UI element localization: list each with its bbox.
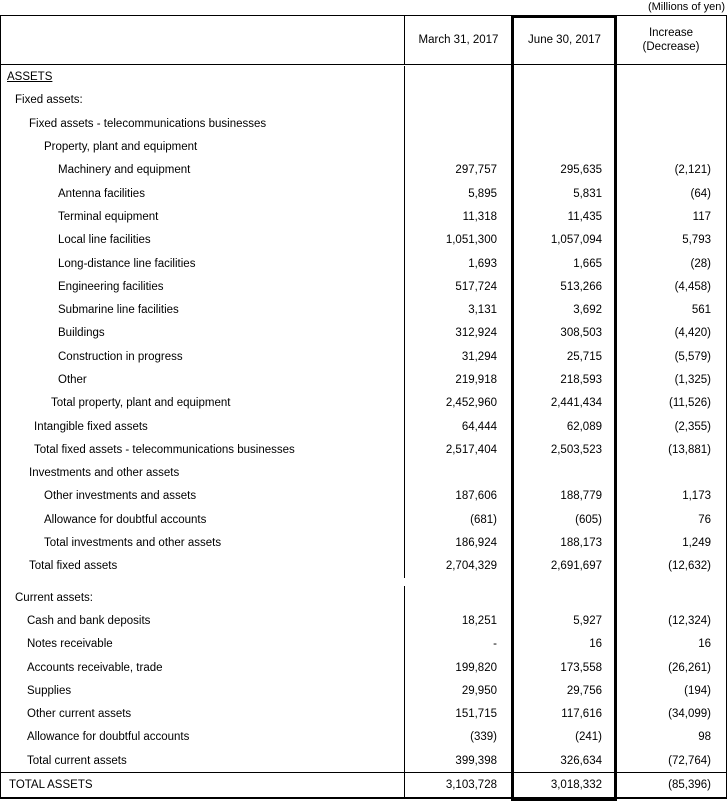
total-assets-label: TOTAL ASSETS [9,779,93,791]
row-label [1,679,405,702]
row-label [1,322,405,345]
row-label [1,112,405,135]
value-june: 25,715 [512,345,617,368]
value-march [405,586,512,609]
value-march: 1,693 [405,252,512,275]
row-label-text: Other [58,374,87,386]
row-label-text: Notes receivable [27,638,113,650]
value-increase: (72,764) [617,749,725,772]
row-label-text: Engineering facilities [58,281,163,293]
value-march: 199,820 [405,656,512,679]
value-march: (339) [405,726,512,749]
value-june: 62,089 [512,415,617,438]
row-label [1,298,405,321]
value-increase: (85,396) [617,773,725,797]
row-label [1,749,405,772]
value-increase: 1,249 [617,531,725,554]
row-label-text: Total current assets [27,755,127,767]
row-label [1,485,405,508]
table-row [1,609,726,632]
value-march: 1,051,300 [405,229,512,252]
value-june: (241) [512,726,617,749]
value-increase: (34,099) [617,703,725,726]
row-label [1,66,405,89]
row-label [1,182,405,205]
table-body [1,65,726,773]
row-label-text: Submarine line facilities [58,304,179,316]
value-june: 188,779 [512,485,617,508]
row-label [1,275,405,298]
row-label [1,609,405,632]
value-increase [617,66,725,89]
value-june [512,462,617,485]
row-label-text: Buildings [58,327,105,339]
value-june: 5,927 [512,609,617,632]
row-label [1,633,405,656]
row-label-text: Allowance for doubtful accounts [27,731,189,743]
value-june: 326,634 [512,749,617,772]
value-increase [617,586,725,609]
table-row [1,182,726,205]
value-increase [617,89,725,112]
table-row [1,368,726,391]
header-col-items [1,16,405,64]
value-increase: (11,526) [617,392,725,415]
value-march: 312,924 [405,322,512,345]
value-march: 2,517,404 [405,438,512,461]
row-label [1,229,405,252]
row-label [1,555,405,578]
value-june: 1,665 [512,252,617,275]
value-march: - [405,633,512,656]
row-label [1,135,405,158]
value-march: 29,950 [405,679,512,702]
table-row [1,485,726,508]
table-row [1,66,726,89]
value-increase: (13,881) [617,438,725,461]
table-row [1,205,726,228]
row-label-text: Total property, plant and equipment [51,397,230,409]
row-label-text: Total fixed assets - telecommunications businesses [34,444,295,456]
row-label [1,462,405,485]
value-march: 151,715 [405,703,512,726]
row-label [1,703,405,726]
row-label-text: Terminal equipment [58,211,158,223]
row-label [1,415,405,438]
table-row [1,679,726,702]
value-june [512,112,617,135]
value-march: 186,924 [405,531,512,554]
value-march [405,66,512,89]
value-march: 11,318 [405,205,512,228]
value-march: 31,294 [405,345,512,368]
table-row [1,438,726,461]
row-label [1,531,405,554]
header-col-march-31-2017: March 31, 2017 [405,16,512,64]
value-increase: (12,632) [617,555,725,578]
value-march: 517,724 [405,275,512,298]
value-june: 1,057,094 [512,229,617,252]
value-march [405,89,512,112]
value-march: 5,895 [405,182,512,205]
table-row [1,726,726,749]
value-march: 3,131 [405,298,512,321]
header-increase-line1: Increase [643,26,700,40]
value-june: 117,616 [512,703,617,726]
value-march [405,135,512,158]
value-increase [617,135,725,158]
value-increase: (194) [617,679,725,702]
value-june: 173,558 [512,656,617,679]
value-increase: (2,355) [617,415,725,438]
value-june [512,135,617,158]
row-label [1,89,405,112]
value-increase: (26,261) [617,656,725,679]
row-label-text: Other current assets [27,708,131,720]
balance-sheet-table [0,15,727,799]
value-june: 218,593 [512,368,617,391]
millions-caption: (Millions of yen) [0,0,727,15]
value-increase: (4,420) [617,322,725,345]
table-header-row [1,16,726,65]
value-increase: (1,325) [617,368,725,391]
row-label [1,773,405,797]
table-row [1,89,726,112]
row-label-text: Current assets: [15,592,93,604]
header-col-june-30-2017: June 30, 2017 [512,16,617,64]
table-row [1,508,726,531]
row-label-text: Long-distance line facilities [58,258,195,270]
row-label-text: Construction in progress [58,351,183,363]
value-june [512,66,617,89]
row-label [1,438,405,461]
value-increase [617,462,725,485]
row-label-text: Antenna facilities [58,188,145,200]
row-label-text: Investments and other assets [29,467,179,479]
table-row [1,749,726,772]
value-increase: 117 [617,205,725,228]
table-row [1,159,726,182]
value-march: 399,398 [405,749,512,772]
table-row [1,275,726,298]
table-row [1,298,726,321]
value-increase: 5,793 [617,229,725,252]
row-label [1,368,405,391]
row-label [1,508,405,531]
value-march: 297,757 [405,159,512,182]
value-march [405,112,512,135]
value-june: 29,756 [512,679,617,702]
row-label [1,586,405,609]
row-label-text: Fixed assets: [15,94,83,106]
row-label-text: Local line facilities [58,234,151,246]
row-label [1,205,405,228]
row-label [1,656,405,679]
value-increase: (64) [617,182,725,205]
row-label-text: Fixed assets - telecommunications businesses [29,118,266,130]
table-row [1,531,726,554]
row-label-text: Intangible fixed assets [34,421,148,433]
value-increase: (12,324) [617,609,725,632]
value-increase: 76 [617,508,725,531]
value-increase: (5,579) [617,345,725,368]
table-row [1,252,726,275]
table-row [1,586,726,609]
table-row [1,229,726,252]
value-june: 188,173 [512,531,617,554]
table-row [1,703,726,726]
row-label [1,392,405,415]
table-row [1,462,726,485]
value-march: 3,103,728 [405,773,512,797]
table-row [1,656,726,679]
header-increase-line2: (Decrease) [643,40,700,54]
value-june: 295,635 [512,159,617,182]
value-june: 2,503,523 [512,438,617,461]
row-label-text: Machinery and equipment [58,164,190,176]
value-june: 2,691,697 [512,555,617,578]
value-june: 513,266 [512,275,617,298]
value-march [405,462,512,485]
header-col-increase-decrease [617,16,725,64]
row-label-text: Allowance for doubtful accounts [44,514,206,526]
value-june [512,586,617,609]
row-label-text: Accounts receivable, trade [27,662,163,674]
value-june: 3,692 [512,298,617,321]
value-june: 16 [512,633,617,656]
value-march: 219,918 [405,368,512,391]
table-row [1,555,726,578]
total-assets-row [1,772,726,797]
value-june: 3,018,332 [512,773,617,797]
value-june: 308,503 [512,322,617,345]
row-label-text: ASSETS [7,71,52,83]
value-increase: (2,121) [617,159,725,182]
table-row [1,322,726,345]
row-label [1,159,405,182]
row-label-text: Property, plant and equipment [44,141,197,153]
value-june [512,89,617,112]
value-march: 64,444 [405,415,512,438]
row-label-text: Other investments and assets [44,490,196,502]
row-label [1,252,405,275]
table-row [1,633,726,656]
value-increase: 1,173 [617,485,725,508]
row-label-text: Cash and bank deposits [27,615,150,627]
table-row [1,392,726,415]
value-increase: 98 [617,726,725,749]
value-june: (605) [512,508,617,531]
value-march: 187,606 [405,485,512,508]
value-march: 18,251 [405,609,512,632]
table-row [1,112,726,135]
table-row [1,135,726,158]
row-label [1,726,405,749]
value-march: 2,452,960 [405,392,512,415]
row-label [1,345,405,368]
value-increase: 561 [617,298,725,321]
table-row [1,345,726,368]
value-increase: 16 [617,633,725,656]
value-june: 2,441,434 [512,392,617,415]
row-label-text: Supplies [27,685,71,697]
value-june: 11,435 [512,205,617,228]
value-increase: (4,458) [617,275,725,298]
value-march: 2,704,329 [405,555,512,578]
row-label-text: Total fixed assets [29,560,117,572]
value-march: (681) [405,508,512,531]
row-label-text: Total investments and other assets [44,537,221,549]
value-june: 5,831 [512,182,617,205]
table-row [1,415,726,438]
value-increase: (28) [617,252,725,275]
value-increase [617,112,725,135]
